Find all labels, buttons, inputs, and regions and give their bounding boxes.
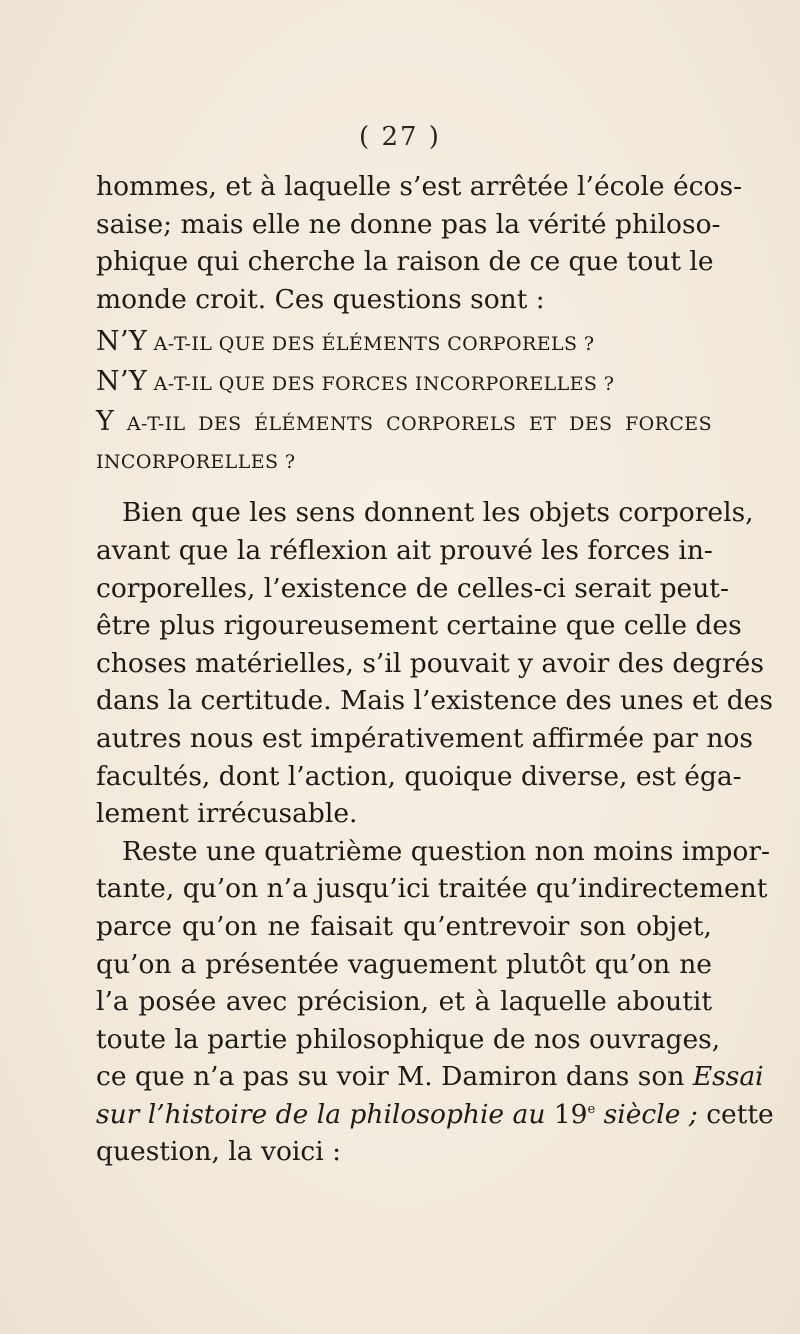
century-number: 19: [553, 1098, 588, 1130]
paragraph-1: [96, 168, 743, 318]
text-line: lement irrécusable.: [96, 798, 358, 830]
page-number: ( 27 ): [359, 122, 441, 152]
century-superscript: e: [587, 1101, 596, 1117]
text-segment: ce que n’a pas su voir M. Damiron dans son: [96, 1061, 693, 1093]
paragraph-3: [96, 833, 774, 1171]
book-title-italic: Essai: [692, 1061, 764, 1093]
question-initial: N’Y: [96, 326, 148, 358]
text-line: [96, 1096, 774, 1134]
text-line: question, la voici :: [96, 1136, 342, 1168]
text-line: qu’on a présentée vaguement plutôt qu’on ne: [96, 948, 712, 980]
text-line: l’a posée avec précision, et à laquelle aboutit: [96, 986, 712, 1018]
text-segment: cette: [697, 1098, 774, 1130]
question-1: [96, 322, 712, 362]
text-line: facultés, dont l’action, quoique diverse, est éga-: [96, 760, 742, 792]
text-line: être plus rigoureusement certaine que celle des: [96, 610, 742, 642]
paragraph-2: [96, 494, 773, 832]
question-initial: N’Y: [96, 366, 148, 398]
question-3-continued: INCORPORELLES ?: [96, 451, 296, 474]
book-title-italic: sur l’histoire de la philosophie au: [96, 1098, 554, 1130]
text-line: monde croit. Ces questions sont :: [96, 283, 545, 315]
text-line: phique qui cherche la raison de ce que tout le: [96, 246, 714, 278]
question-3: [96, 402, 712, 442]
question-text: A-T-IL DES ÉLÉMENTS CORPORELS ET DES FORCES: [114, 413, 712, 436]
text-line: autres nous est impérativement affirmée par nos: [96, 722, 753, 754]
text-line: corporelles, l’existence de celles-ci serait peut-: [96, 572, 729, 604]
text-line: [96, 1058, 764, 1096]
book-title-italic: siècle ;: [595, 1098, 698, 1130]
text-line: choses matérielles, s’il pouvait y avoir des degrés: [96, 647, 764, 679]
text-line: saise; mais elle ne donne pas la vérité philoso-: [96, 208, 721, 240]
text-line: toute la partie philosophique de nos ouvrages,: [96, 1023, 721, 1055]
question-text: A-T-IL QUE DES ÉLÉMENTS CORPORELS ?: [147, 333, 595, 356]
text-line: Bien que les sens donnent les objets corporels,: [122, 497, 754, 529]
text-line: dans la certitude. Mais l’existence des unes et des: [96, 685, 773, 717]
text-line: Reste une quatrième question non moins impor-: [122, 835, 770, 867]
text-line: tante, qu’on n’a jusqu’ici traitée qu’indirectement: [96, 873, 768, 905]
text-line: parce qu’on ne faisait qu’entrevoir son objet,: [96, 910, 712, 942]
questions-list: [96, 322, 712, 482]
question-initial: Y: [96, 406, 115, 438]
text-line: hommes, et à laquelle s’est arrêtée l’école écos-: [96, 171, 743, 202]
question-2: [96, 362, 712, 402]
question-text: A-T-IL QUE DES FORCES INCORPORELLES ?: [147, 373, 615, 396]
page-body: [96, 168, 774, 1171]
text-line: avant que la réflexion ait prouvé les forces in-: [96, 534, 713, 566]
